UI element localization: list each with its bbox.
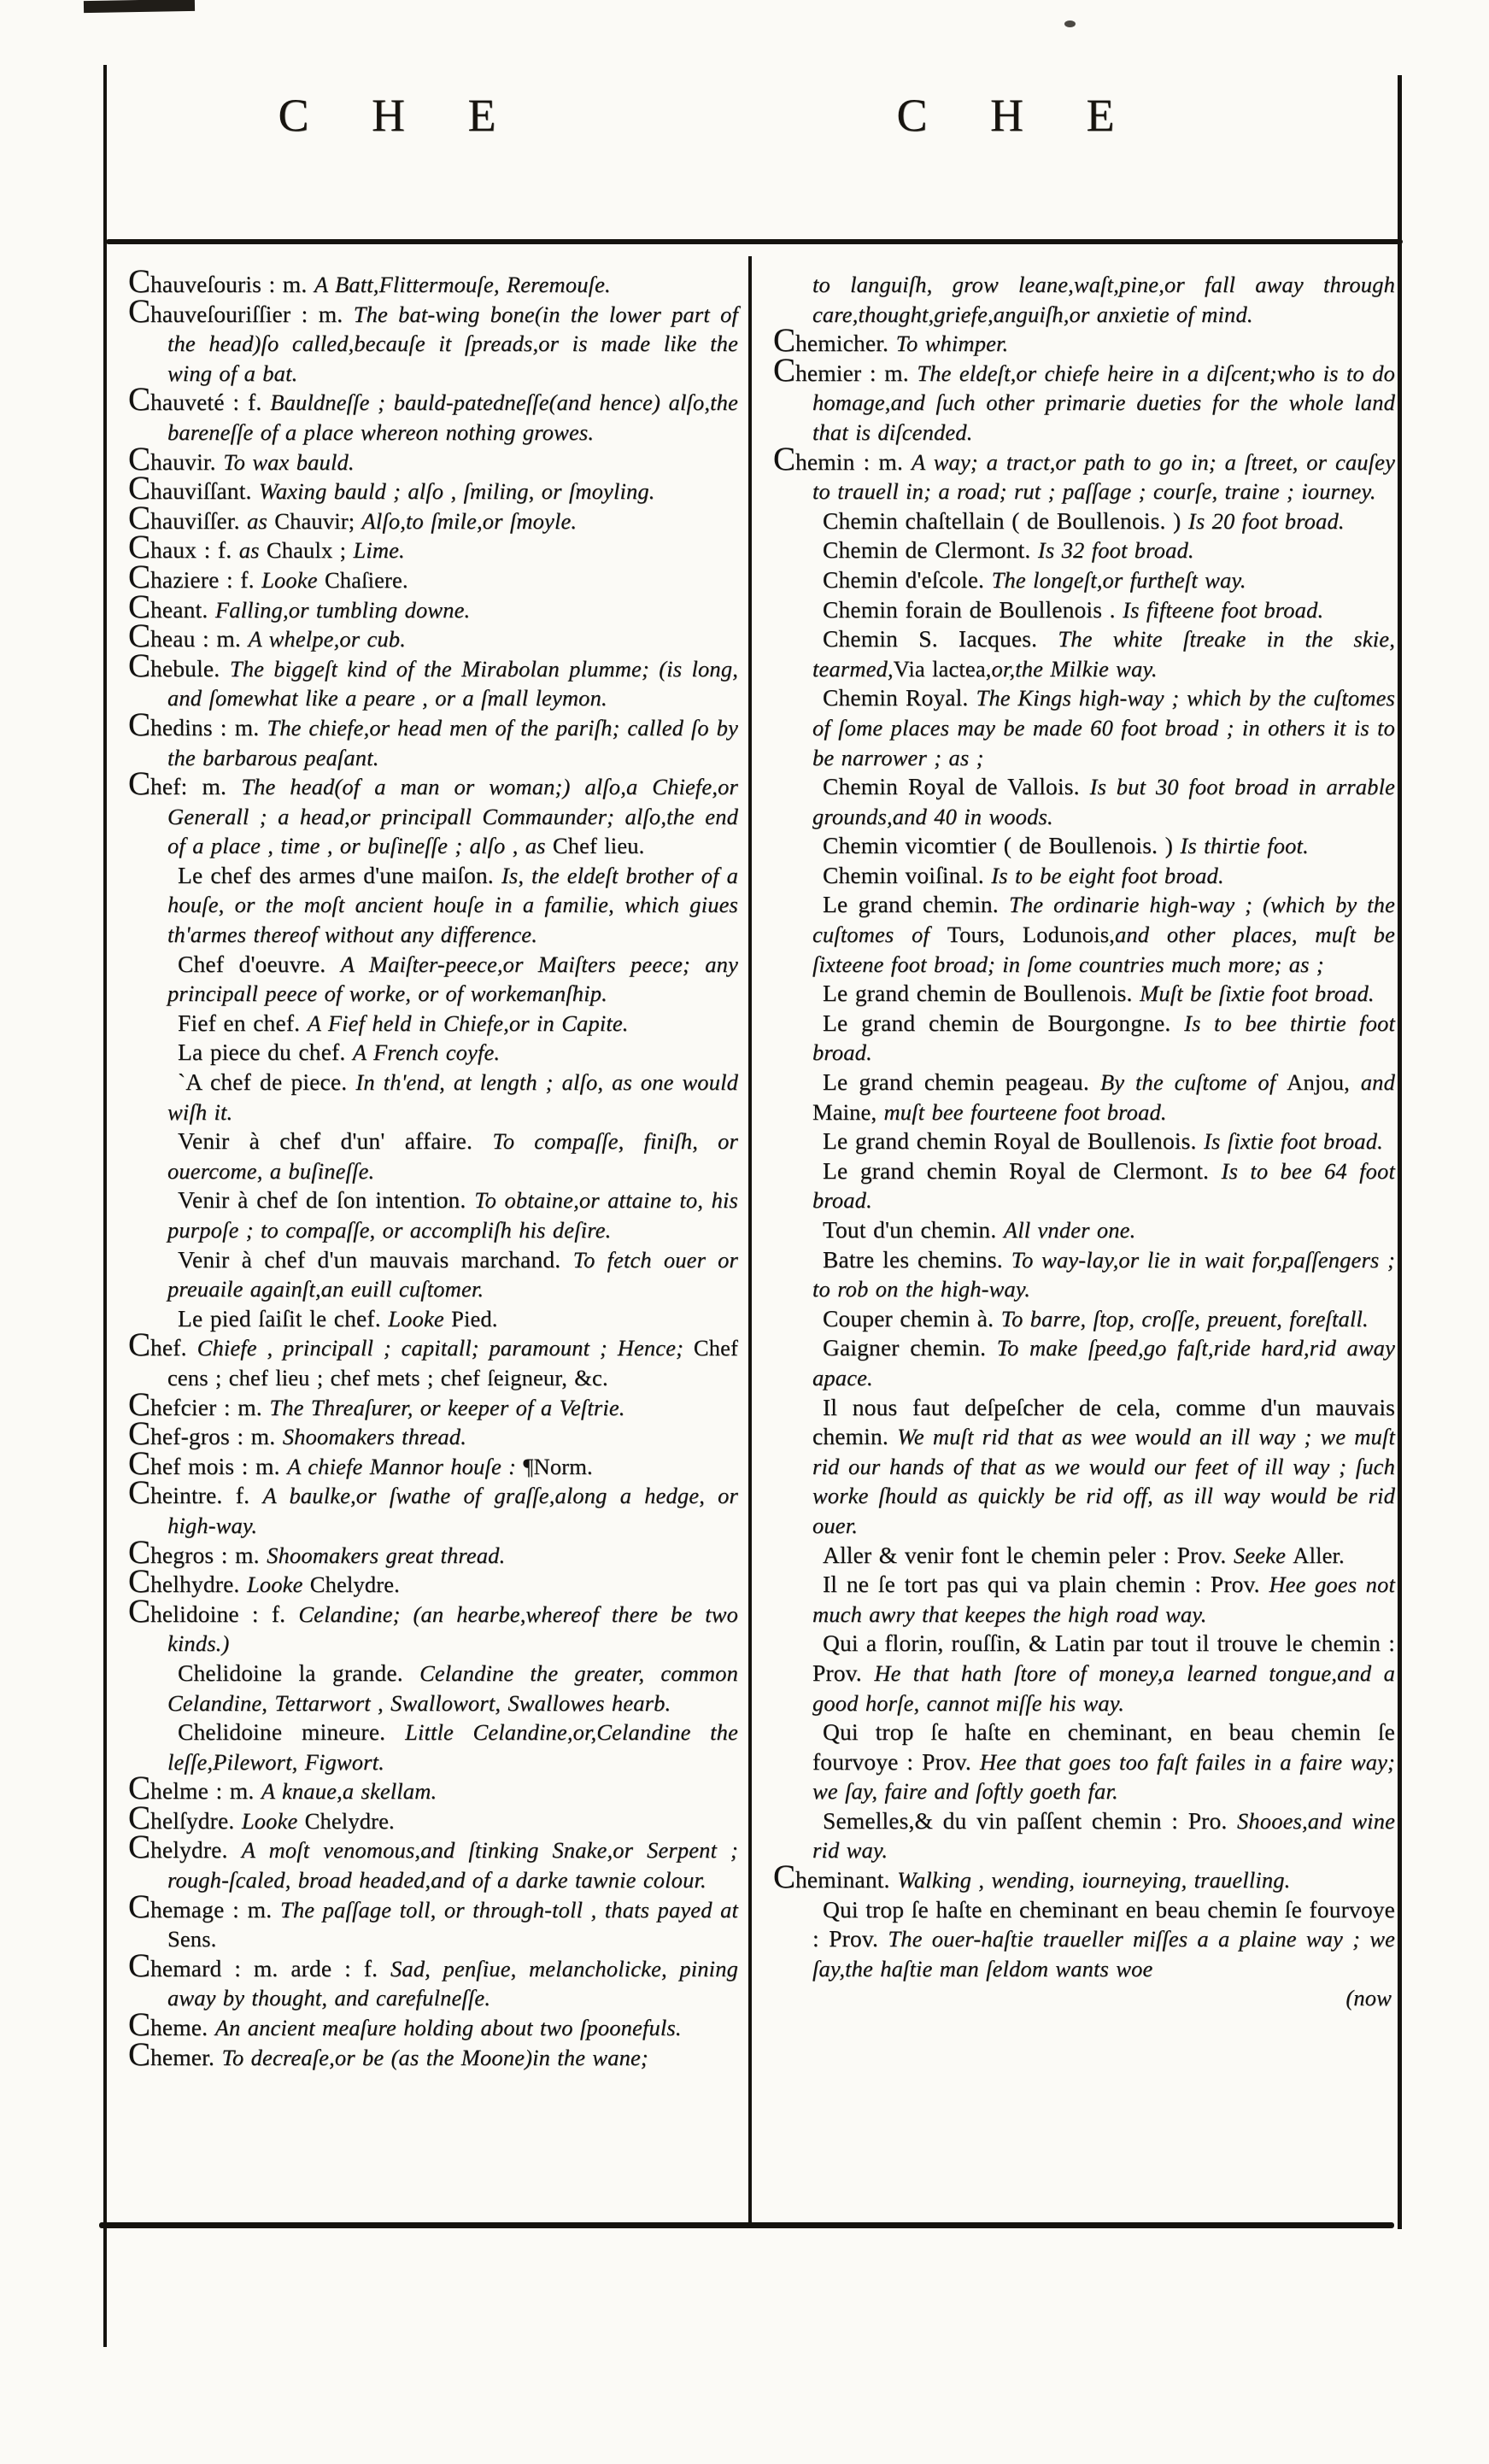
dictionary-subentry bbox=[773, 979, 1395, 1009]
headword-text: Chemer. bbox=[128, 2035, 222, 2073]
headword-initial: C bbox=[128, 2006, 151, 2044]
definition-text: Chef cens ; chef lieu ; chef mets ; chef ſeigneur, &c. bbox=[167, 1335, 738, 1390]
headword-initial: C bbox=[128, 1444, 151, 1482]
definition-text: The paſſage toll, or through-toll , thats payed at bbox=[279, 1896, 738, 1923]
headword-text: Le grand chemin Royal de Boullenois. bbox=[823, 1127, 1205, 1155]
dictionary-entry bbox=[128, 529, 738, 566]
definition-text: Celandine; (an hearbe,whereof there be two kinds.) bbox=[167, 1601, 738, 1657]
headword-initial: C bbox=[128, 263, 151, 300]
headword-text: Il ne ſe tort pas qui va plain chemin : Prov. bbox=[823, 1571, 1269, 1598]
headword-initial: C bbox=[128, 381, 151, 418]
dictionary-subentry bbox=[773, 861, 1395, 891]
definition-text: The ouer-haſtie traueller miſſes a a plaine way ; we ſay,the haſtie man ſeldom wants woe bbox=[812, 1926, 1395, 1981]
dictionary-entry bbox=[773, 440, 1395, 506]
headword-text: Venir à chef d'un' affaire. bbox=[178, 1127, 493, 1155]
dictionary-entry bbox=[773, 322, 1395, 360]
head-rule bbox=[106, 239, 1403, 244]
definition-text: Walking , wending, iourneying, trauelling. bbox=[897, 1867, 1291, 1893]
dictionary-subentry bbox=[773, 831, 1395, 861]
definition-text: Shoomakers great thread. bbox=[267, 1542, 506, 1568]
headword-text: Fief en chef. bbox=[178, 1009, 308, 1036]
definition-text: Sens. bbox=[167, 1926, 217, 1952]
definition-text: The Threaſurer, or keeper of a Veſtrie. bbox=[269, 1394, 625, 1420]
dictionary-subentry bbox=[773, 890, 1395, 979]
headword-text: Chemin de Clermont. bbox=[823, 536, 1038, 564]
dictionary-entry bbox=[128, 765, 738, 861]
dictionary-subentry bbox=[773, 624, 1395, 683]
definition-text: Is 20 foot broad. bbox=[1187, 507, 1345, 534]
definition-text: We muſt rid that as wee would an ill way ; we muſt rid our hands of that as we would our feet of ill way ; ſuch worke ſhould as quickly be rid off, as ill way would be rid ouer. bbox=[812, 1424, 1395, 1538]
headword-text: Chebule. bbox=[128, 647, 230, 684]
dictionary-entry bbox=[128, 617, 738, 655]
dictionary-entry bbox=[128, 558, 738, 595]
headword-text: Il nous faut deſpeſcher de cela, comme d'un mauvais chemin. bbox=[812, 1393, 1395, 1450]
headword-text: Le grand chemin de Bourgongne. bbox=[823, 1009, 1185, 1036]
definition-text: Chef lieu. bbox=[552, 833, 645, 859]
dictionary-subentry bbox=[773, 1068, 1395, 1127]
definition-text: Is but 30 foot broad in arrable grounds,and 40 in woods. bbox=[812, 774, 1395, 829]
definition-text: Lime. bbox=[353, 537, 405, 564]
definition-text: To wax bauld. bbox=[223, 448, 355, 475]
definition-text: A moſt venomous,and ſtinking Snake,or Serpent ; rough-ſcaled, broad headed,and of a darke tawnie colour. bbox=[167, 1837, 739, 1893]
dictionary-entry bbox=[128, 647, 738, 713]
headword-text: Chelme : m. bbox=[128, 1770, 261, 1807]
headword-initial: C bbox=[128, 558, 151, 595]
headword-text: Le grand chemin. bbox=[823, 891, 1009, 918]
dictionary-subentry bbox=[128, 1038, 738, 1068]
headword-text: Chefcier : m. bbox=[128, 1385, 270, 1423]
definition-text: Looke bbox=[388, 1305, 452, 1331]
headword-text: Chelidoine mineure. bbox=[178, 1718, 406, 1746]
headword-text: Le chef des armes d'une maiſon. bbox=[178, 861, 501, 888]
headword-text: Chauvir. bbox=[128, 440, 224, 477]
definition-text: To compaſſe, finiſh, or ouercome, a buſineſſe. bbox=[167, 1128, 739, 1184]
headword-text: Chemin d'eſcole. bbox=[823, 565, 992, 593]
headword-text: Cheme. bbox=[128, 2006, 215, 2044]
definition-text: The bat-wing bone(in the lower part of the head)ſo called,becauſe it ſpreads,or is made like the wing of a bat. bbox=[167, 301, 738, 386]
definition-text: Aller. bbox=[1293, 1542, 1345, 1568]
definition-text: Anjou, bbox=[1287, 1069, 1361, 1096]
headword-text: Chauveſouris : m. bbox=[128, 263, 314, 300]
definition-text: He that hath ſtore of money,a learned tongue,and a good horſe, cannot miſſe his way. bbox=[812, 1659, 1395, 1716]
dictionary-entry bbox=[773, 351, 1395, 448]
headword-text: Chemin vicomtier ( de Boullenois. ) bbox=[823, 832, 1181, 859]
definition-text: Pied. bbox=[451, 1305, 498, 1331]
dictionary-subentry bbox=[773, 683, 1395, 772]
headword-text: Chemier : m. bbox=[773, 351, 917, 389]
headword-text: Le grand chemin Royal de Clermont. bbox=[823, 1156, 1222, 1184]
frame-left-rule bbox=[103, 65, 107, 2347]
headword-text: Aller & venir font le chemin peler : Prov. bbox=[823, 1541, 1234, 1568]
headword-text: Tout d'un chemin. bbox=[823, 1216, 1004, 1243]
headword-initial: C bbox=[128, 1474, 151, 1512]
definition-text: A Fief held in Chiefe,or in Capite. bbox=[307, 1010, 629, 1036]
headword-text: `A chef de piece. bbox=[178, 1068, 356, 1096]
dictionary-subentry bbox=[128, 950, 738, 1009]
headword-initial: C bbox=[128, 1770, 151, 1807]
definition-text: A French coyfe. bbox=[352, 1039, 501, 1066]
dictionary-entry bbox=[128, 588, 738, 625]
headword-initial: C bbox=[128, 2035, 151, 2073]
definition-text: Chaulx ; bbox=[266, 537, 354, 564]
definition-text: Tours, Lodunois, bbox=[947, 922, 1115, 948]
headword-initial: C bbox=[128, 1946, 151, 1984]
dictionary-subentry bbox=[773, 1629, 1395, 1718]
headword-text: Couper chemin à. bbox=[823, 1304, 1001, 1331]
headword-text: Cheintre. f. bbox=[128, 1474, 263, 1512]
headword-initial: C bbox=[128, 1385, 151, 1423]
definition-text: Little Celandine,or,Celandine the leſſe,Pilewort, Figwort. bbox=[167, 1719, 738, 1775]
definition-text: By the cuſtome of bbox=[1099, 1069, 1287, 1096]
headword-initial: C bbox=[128, 705, 151, 743]
headword-initial: C bbox=[128, 440, 151, 477]
definition-text: Shoomakers thread. bbox=[282, 1424, 466, 1450]
headword-initial: C bbox=[773, 1858, 796, 1896]
definition-text: Looke bbox=[241, 1807, 305, 1834]
dictionary-subentry bbox=[773, 565, 1395, 595]
headword-initial: C bbox=[773, 322, 796, 360]
dictionary-subentry bbox=[128, 1185, 738, 1244]
dictionary-subentry bbox=[773, 536, 1395, 565]
headword-text: Cheminant. bbox=[773, 1858, 898, 1896]
headword-initial: C bbox=[128, 765, 151, 803]
dictionary-subentry bbox=[773, 1304, 1395, 1334]
column-divider-rule bbox=[748, 256, 752, 2224]
headword-text: Chauveté : f. bbox=[128, 381, 271, 418]
dictionary-entry bbox=[128, 263, 738, 300]
headword-text: La piece du chef. bbox=[178, 1039, 353, 1066]
definition-text: To decreaſe,or be (as the Moone)in the wane; bbox=[221, 2044, 648, 2070]
dictionary-subentry bbox=[128, 1659, 738, 1718]
dictionary-entry bbox=[128, 1888, 738, 1954]
headword-text: Chaziere : f. bbox=[128, 558, 262, 595]
dictionary-subentry bbox=[128, 1718, 738, 1776]
dictionary-subentry bbox=[128, 861, 738, 950]
dictionary-entry bbox=[128, 1326, 738, 1392]
definition-text: Looke bbox=[246, 1571, 310, 1598]
definition-text: To barre, ſtop, croſſe, preuent, foreſtall. bbox=[1000, 1305, 1369, 1331]
definition-text: Chauvir; bbox=[274, 507, 362, 534]
scan-smudge-top-left bbox=[84, 0, 195, 13]
definition-text: The longeſt,or furtheſt way. bbox=[991, 566, 1246, 593]
dictionary-entry bbox=[128, 1415, 738, 1453]
definition-text: Sad, penſiue, melancholicke, pining away by thought, and carefulneſſe. bbox=[167, 1955, 738, 2011]
headword-initial: C bbox=[128, 529, 151, 566]
dictionary-subentry bbox=[773, 772, 1395, 831]
definition-text: Alſo,to ſmile,or ſmoyle. bbox=[361, 507, 577, 534]
headword-initial: C bbox=[128, 470, 151, 507]
headword-text: Chelydre. bbox=[128, 1829, 242, 1866]
dictionary-subentry bbox=[128, 1009, 738, 1039]
definition-text: A knaue,a skellam. bbox=[261, 1778, 437, 1805]
definition-text: Chiefe , principall ; capitall; paramount ; Hence; bbox=[196, 1335, 694, 1361]
headword-initial: C bbox=[128, 617, 151, 655]
headword-text: Chemin Royal de Vallois. bbox=[823, 773, 1090, 800]
headword-text: Venir à chef de ſon intention. bbox=[178, 1186, 475, 1214]
definition-text: All vnder one. bbox=[1003, 1217, 1136, 1243]
definition-text: as bbox=[238, 537, 267, 564]
headword-initial: C bbox=[128, 1829, 151, 1866]
headword-initial: C bbox=[128, 588, 151, 625]
definition-text: To make ſpeed,go faſt,ride hard,rid away apace. bbox=[812, 1335, 1395, 1390]
headword-text: Gaigner chemin. bbox=[823, 1334, 997, 1361]
dictionary-subentry bbox=[773, 1156, 1395, 1215]
right-column bbox=[773, 270, 1395, 2013]
dictionary-subentry bbox=[128, 1304, 738, 1334]
dictionary-entry bbox=[128, 1829, 739, 1894]
frame-right-rule bbox=[1398, 75, 1402, 2229]
definition-text: and other places, muſt be ſixteene foot broad; in ſome countries much more; as ; bbox=[812, 922, 1395, 977]
definition-text: The eldeſt,or chiefe heire in a diſcent;who is to do homage,and ſuch other primarie dueties for the whole land that is diſcended. bbox=[812, 360, 1395, 445]
headword-initial: C bbox=[128, 1326, 151, 1364]
definition-text: Falling,or tumbling downe. bbox=[214, 596, 471, 623]
headword-initial: C bbox=[128, 292, 151, 330]
dictionary-subentry bbox=[773, 1393, 1395, 1541]
definition-text: Hee goes not much awry that keepes the high road way. bbox=[812, 1571, 1395, 1627]
dictionary-entry bbox=[128, 705, 738, 772]
dictionary-entry bbox=[128, 292, 738, 389]
headword-text: Chef d'oeuvre. bbox=[178, 950, 341, 977]
headword-text: Qui a florin, rouſſin, & Latin par tout il trouve le chemin : Prov. bbox=[812, 1630, 1395, 1686]
headword-initial: C bbox=[128, 1563, 151, 1601]
headword-text: Chef mois : m. bbox=[128, 1444, 288, 1482]
definition-text: A way; a tract,or path to go in; a ſtreet, or cauſey to trauell in; a road; rut ; paſſage ; courſe, traine ; iourney. bbox=[812, 448, 1395, 505]
running-head-left: C H E bbox=[278, 90, 522, 141]
definition-text: An ancient meaſure holding about two ſpoonefuls. bbox=[214, 2015, 682, 2041]
definition-text: Waxing bauld ; alſo , ſmiling, or ſmoyling. bbox=[259, 478, 655, 505]
dictionary-subentry bbox=[773, 1009, 1395, 1068]
headword-text: Chauveſouriſſier : m. bbox=[128, 292, 354, 330]
dictionary-subentry bbox=[773, 1215, 1395, 1245]
dictionary-entry bbox=[128, 1444, 738, 1482]
headword-text: Chegros : m. bbox=[128, 1533, 267, 1571]
definition-text: Is ſixtie foot broad. bbox=[1204, 1128, 1383, 1155]
definition-text: A chiefe Mannor houſe : bbox=[287, 1453, 524, 1479]
headword-text: Chemin : m. bbox=[773, 440, 912, 477]
definition-text: Is thirtie foot. bbox=[1180, 833, 1309, 859]
definition-text: Muſt be ſixtie foot broad. bbox=[1140, 980, 1375, 1007]
headword-text: Chaux : f. bbox=[128, 529, 239, 566]
definition-text: Seeke bbox=[1233, 1542, 1293, 1568]
dictionary-subentry bbox=[128, 1127, 738, 1185]
definition-text: ¶Norm. bbox=[523, 1453, 593, 1479]
dictionary-subentry bbox=[773, 1718, 1395, 1806]
definition-text: A Maiſter-peece,or Maiſters peece; any principall peece of worke, or of workemanſhip. bbox=[167, 951, 738, 1007]
definition-text: In th'end, at length ; alſo, as one would wiſh it. bbox=[167, 1069, 739, 1125]
dictionary-entry bbox=[128, 1474, 738, 1540]
dictionary-entry bbox=[128, 1533, 738, 1571]
headword-text: Chemin Royal. bbox=[823, 684, 976, 711]
definition-text: Is, the eldeſt brother of a houſe, or the moſt ancient houſe in a familie, which giues th'armes thereof without any difference. bbox=[167, 862, 738, 948]
dictionary-subentry bbox=[773, 1333, 1395, 1392]
dictionary-entry bbox=[128, 1770, 738, 1807]
left-column bbox=[128, 263, 739, 2073]
headword-text: Chelhydre. bbox=[128, 1563, 247, 1601]
running-head-right: C H E bbox=[896, 90, 1140, 141]
dictionary-entry bbox=[128, 2006, 738, 2044]
dictionary-entry bbox=[128, 440, 738, 477]
headword-text: Qui trop ſe haſte en cheminant, en beau chemin ſe fourvoye : Prov. bbox=[812, 1718, 1395, 1775]
dictionary-entry bbox=[128, 1946, 738, 2013]
headword-initial: C bbox=[128, 1799, 151, 1836]
dictionary-entry bbox=[128, 499, 738, 536]
definition-text: Hee that goes too faſt failes in a faire way; we ſay, faire and ſoftly goeth far. bbox=[812, 1748, 1395, 1805]
headword-initial: C bbox=[773, 440, 796, 477]
headword-text: Chemicher. bbox=[773, 322, 896, 360]
headword-text: Semelles,& du vin paſſent chemin : Pro. bbox=[823, 1806, 1238, 1834]
dictionary-subentry bbox=[128, 1068, 738, 1127]
definition-text: The ordinarie high-way ; (which by the cuſtomes of bbox=[812, 892, 1395, 948]
headword-text: Chemage : m. bbox=[128, 1888, 280, 1925]
definition-text: Chelydre. bbox=[304, 1807, 395, 1834]
headword-text: Chemard : m. arde : f. bbox=[128, 1946, 390, 1984]
dictionary-subentry bbox=[773, 1570, 1395, 1629]
dictionary-subentry bbox=[773, 1806, 1395, 1865]
headword-text: Cheau : m. bbox=[128, 617, 249, 655]
continuation-paragraph bbox=[773, 270, 1395, 329]
dictionary-subentry bbox=[773, 1895, 1395, 1984]
headword-initial: C bbox=[773, 351, 796, 389]
headword-initial: C bbox=[128, 647, 151, 684]
headword-text: Chemin chaſtellain ( de Boullenois. ) bbox=[823, 506, 1188, 534]
dictionary-entry bbox=[128, 1799, 738, 1836]
headword-text: Chelidoine la grande. bbox=[178, 1659, 420, 1686]
dictionary-subentry bbox=[128, 1245, 738, 1304]
definition-text: The chiefe,or head men of the pariſh; called ſo by the barbarous peaſant. bbox=[167, 714, 738, 770]
dictionary-entry bbox=[128, 381, 738, 447]
definition-text: to languiſh, grow leane,waſt,pine,or fall away through care,thought,griefe,anguiſh,or anxietie of mind. bbox=[812, 272, 1395, 327]
definition-text: and bbox=[1360, 1069, 1395, 1096]
headword-text: Chemin S. Iacques. bbox=[823, 625, 1058, 653]
dictionary-entry bbox=[128, 1563, 738, 1601]
definition-text: as bbox=[247, 507, 275, 534]
headword-initial: C bbox=[128, 499, 151, 536]
definition-text: To fetch ouer or preuaile againſt,an euill cuſtomer. bbox=[167, 1246, 738, 1302]
dictionary-subentry bbox=[773, 595, 1395, 625]
definition-text: Maine, bbox=[812, 1098, 884, 1125]
headword-text: Le pied ſaiſit le chef. bbox=[178, 1304, 389, 1331]
dictionary-subentry bbox=[773, 1245, 1395, 1304]
dictionary-subentry bbox=[773, 1127, 1395, 1156]
headword-text: Chemin voiſinal. bbox=[823, 861, 992, 888]
dictionary-entry bbox=[128, 2035, 738, 2073]
scan-speck bbox=[1064, 20, 1076, 27]
definition-text: A whelpe,or cub. bbox=[248, 626, 406, 653]
definition-text: The biggeſt kind of the Mirabolan plumme; (is long, and ſomewhat like a peare , or a ſmall leymon. bbox=[167, 655, 738, 711]
definition-text: Chelydre. bbox=[309, 1571, 400, 1598]
definition-text: The head(of a man or woman;) alſo,a Chiefe,or Generall ; a head,or principall Commaunder; alſo,the end of a place , time , or buſineſſe ; alſo , as bbox=[167, 774, 738, 859]
dictionary-entry bbox=[128, 470, 738, 507]
headword-text: Chelſydre. bbox=[128, 1799, 242, 1836]
definition-text: Bauldneſſe ; bauld-patedneſſe(and hence) alſo,the bareneſſe of a place whereon nothing growes. bbox=[167, 389, 738, 445]
definition-text: To obtaine,or attaine to, his purpoſe ; to compaſſe, or accompliſh his deſire. bbox=[167, 1187, 738, 1243]
definition-text: To way-lay,or lie in wait for,paſſengers ; to rob on the high-way. bbox=[812, 1246, 1395, 1302]
headword-text: Batre les chemins. bbox=[823, 1245, 1011, 1273]
headword-initial: C bbox=[128, 1415, 151, 1453]
foot-rule bbox=[99, 2222, 1394, 2228]
headword-initial: C bbox=[128, 1592, 151, 1630]
definition-text: or,the Milkie way. bbox=[991, 655, 1158, 682]
definition-text: Is to bee thirtie foot broad. bbox=[812, 1010, 1396, 1066]
headword-text: Le grand chemin peageau. bbox=[823, 1068, 1100, 1096]
headword-text: Chef-gros : m. bbox=[128, 1415, 283, 1453]
definition-text: A Batt,Flittermouſe, Reremouſe. bbox=[314, 272, 611, 297]
headword-text: Le grand chemin de Boullenois. bbox=[823, 980, 1140, 1007]
dictionary-entry bbox=[128, 1592, 738, 1659]
dictionary-entry bbox=[773, 1858, 1395, 1896]
headword-text: Cheant. bbox=[128, 588, 215, 625]
headword-text: Qui trop ſe haſte en cheminant en beau chemin ſe fourvoye : Prov. bbox=[812, 1895, 1395, 1952]
definition-text: Is fifteene foot broad. bbox=[1123, 596, 1324, 623]
headword-text: Chauviſſant. bbox=[128, 470, 260, 507]
dictionary-subentry bbox=[773, 506, 1395, 536]
definition-text: Looke bbox=[261, 566, 325, 593]
definition-text: muſt bee fourteene foot broad. bbox=[883, 1098, 1167, 1125]
definition-text: To whimper. bbox=[895, 331, 1009, 357]
definition-text: Celandine the greater, common Celandine, Tettarwort , Swallowort, Swallowes hearb. bbox=[167, 1659, 739, 1716]
headword-text: Chemin forain de Boullenois . bbox=[823, 595, 1123, 623]
headword-text: Chauviſſer. bbox=[128, 499, 248, 536]
catchword: (now bbox=[1345, 1985, 1392, 2011]
definition-text: Is to bee 64 foot broad. bbox=[812, 1157, 1395, 1214]
definition-text: Is to be eight foot broad. bbox=[991, 862, 1224, 888]
dictionary-entry bbox=[128, 1385, 738, 1423]
definition-text: Shooes,and wine rid way. bbox=[812, 1807, 1396, 1864]
definition-text: Is 32 foot broad. bbox=[1037, 537, 1194, 564]
definition-text: The white ſtreake in the skie, tearmed, bbox=[812, 626, 1395, 682]
headword-text: Chedins : m. bbox=[128, 705, 267, 743]
definition-text: Chaſiere. bbox=[324, 566, 408, 593]
definition-text: The Kings high-way ; which by the cuſtomes of ſome places may be made 60 foot broad ; in others it is to be narrower ; as ; bbox=[812, 685, 1395, 770]
headword-text: Venir à chef d'un mauvais marchand. bbox=[178, 1245, 573, 1273]
definition-text: Via lactea, bbox=[893, 655, 992, 682]
dictionary-subentry bbox=[773, 1541, 1395, 1571]
headword-initial: C bbox=[128, 1533, 151, 1571]
headword-text: Chelidoine : f. bbox=[128, 1592, 299, 1630]
headword-text: Chef. bbox=[128, 1326, 197, 1364]
headword-text: Chef: m. bbox=[128, 765, 242, 803]
headword-initial: C bbox=[128, 1888, 151, 1925]
definition-text: A baulke,or ſwathe of graſſe,along a hedge, or high-way. bbox=[167, 1483, 738, 1538]
